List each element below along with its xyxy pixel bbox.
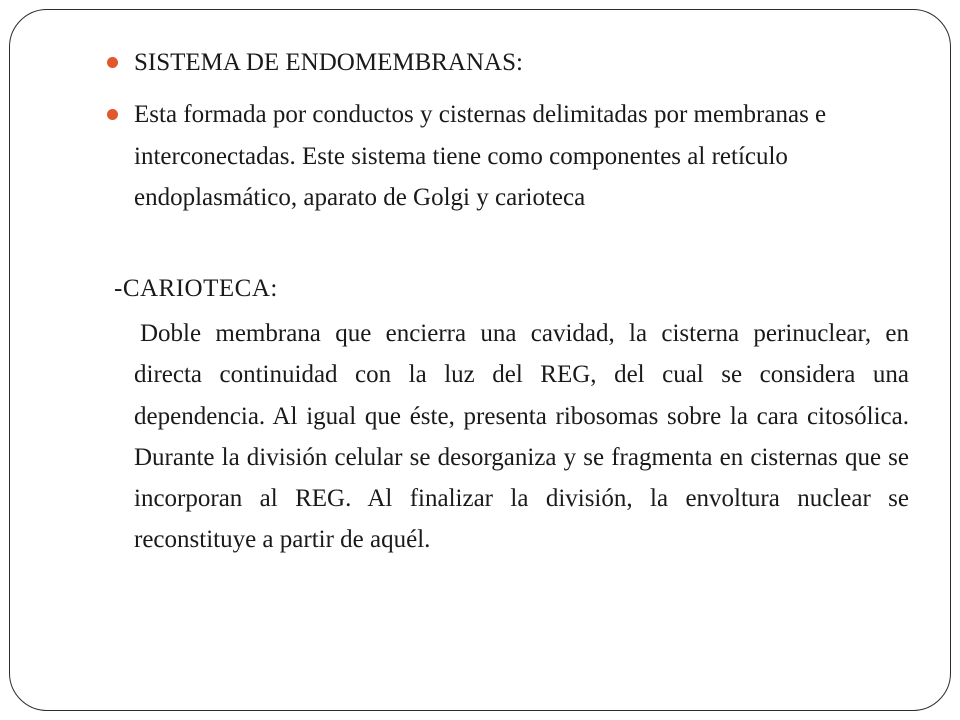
bullet-item [134,42,914,84]
bullet-text: Esta formada por conductos y cisternas delimitadas por membranas e interconectadas. Este sistema tiene como componentes al retículo endoplasmático, aparato de Golgi y carioteca [134,101,827,211]
bullet-item [134,94,914,219]
bullet-dot-icon [107,109,118,120]
section-subheading: -CARIOTECA: [114,275,278,302]
bullet-dot-icon [107,57,118,68]
bullet-text: SISTEMA DE ENDOMEMBRANAS: [134,49,523,76]
body-paragraph: Doble membrana que encierra una cavidad, la cisterna perinuclear, en directa continuidad con la luz del REG, del cual se considera una dependencia. Al igual que éste, presenta ribosomas sobre la cara citosólica. Durante la división celular se desorganiza y se fragmenta en cisternas que se incorporan al REG. Al finalizar la división, la envoltura nuclear se reconstituye a partir de aquél. [134,320,909,554]
